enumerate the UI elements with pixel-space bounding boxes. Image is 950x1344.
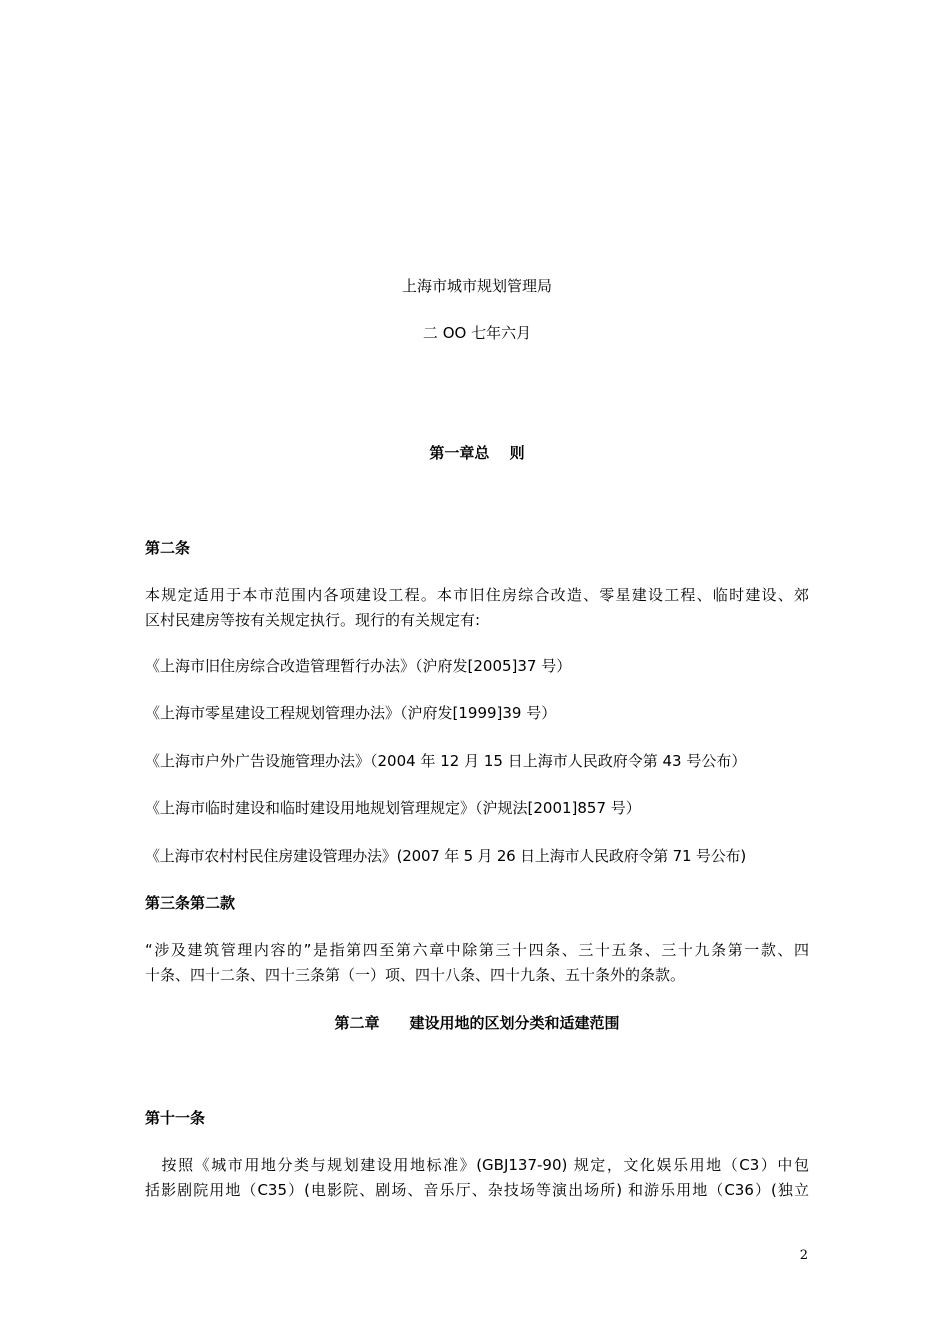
article-3-heading: 第三条第二款 [145, 894, 236, 912]
chapter-2-heading: 第二章 建设用地的区划分类和适建范围 [334, 1014, 620, 1032]
regulation-item: 《上海市旧住房综合改造管理暂行办法》（沪府发[2005]37 号） [145, 657, 572, 675]
regulation-item: 《上海市零星建设工程规划管理办法》（沪府发[1999]39 号） [145, 704, 557, 722]
issue-date: 二 OO 七年六月 [422, 324, 532, 342]
article-3-paragraph-line: “涉及建筑管理内容的”是指第四至第六章中除第三十四条、三十五条、三十九条第一款、四 [145, 941, 809, 959]
article-2-heading: 第二条 [145, 539, 191, 557]
regulation-item: 《上海市农村村民住房建设管理办法》(2007 年 5 月 26 日上海市人民政府令第 71 号公布) [145, 847, 746, 865]
chapter-1-heading: 第一章总 则 [429, 444, 525, 462]
article-3-paragraph-line: 十条、四十二条、四十三条第（一）项、四十八条、四十九条、五十条外的条款。 [145, 966, 686, 984]
regulation-item: 《上海市临时建设和临时建设用地规划管理规定》（沪规法[2001]857 号） [145, 799, 641, 817]
issuer-name: 上海市城市规划管理局 [401, 277, 552, 295]
article-11-heading: 第十一条 [145, 1109, 206, 1127]
article-2-paragraph-line: 区村民建房等按有关规定执行。现行的有关规定有: [145, 611, 481, 629]
article-11-paragraph-line: 按照《城市用地分类与规划建设用地标准》(GBJ137-90) 规定，文化娱乐用地（C3）中包 [145, 1156, 809, 1174]
page-number: 2 [799, 1248, 808, 1263]
article-2-paragraph-line: 本规定适用于本市范围内各项建设工程。本市旧住房综合改造、零星建设工程、临时建设、郊 [145, 586, 809, 604]
article-11-paragraph-line: 括影剧院用地（C35）(电影院、剧场、音乐厅、杂技场等演出场所) 和游乐用地（C36）(独立 [145, 1181, 809, 1199]
regulation-item: 《上海市户外广告设施管理办法》（2004 年 12 月 15 日上海市人民政府令第 43 号公布） [145, 752, 747, 770]
